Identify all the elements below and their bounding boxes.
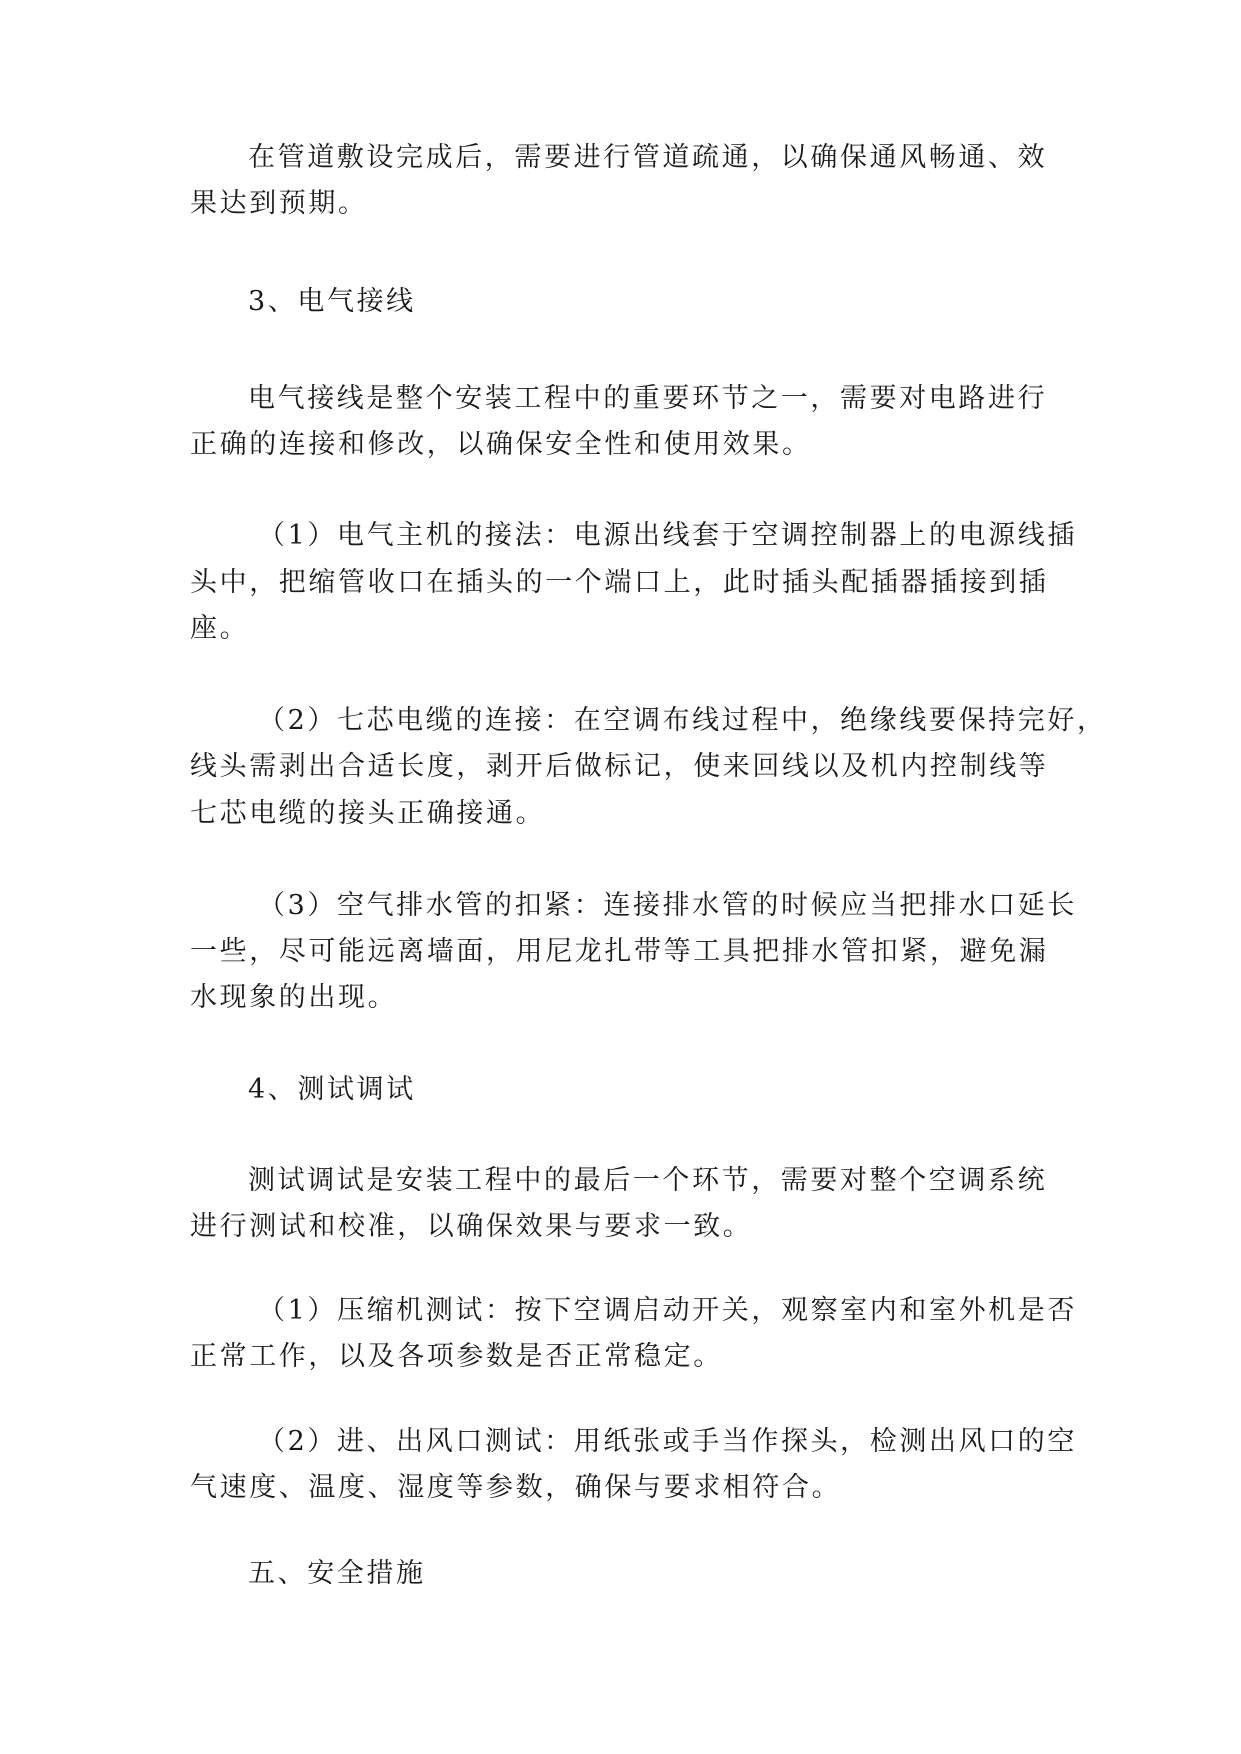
paragraph-line: 水现象的出现。	[190, 982, 398, 1013]
paragraph-line: 气速度、温度、湿度等参数，确保与要求相符合。	[190, 1472, 842, 1503]
paragraph-line: 测试调试是安装工程中的最后一个环节，需要对整个空调系统	[248, 1165, 1048, 1196]
paragraph-line: 座。	[190, 613, 250, 644]
paragraph-line: （1）电气主机的接法：电源出线套于空调控制器上的电源线插	[258, 520, 1077, 551]
paragraph-line: 头中，把缩管收口在插头的一个端口上，此时插头配插器插接到插	[190, 567, 1049, 598]
paragraph-line: 线头需剥出合适长度，剥开后做标记，使来回线以及机内控制线等	[190, 751, 1049, 782]
section-heading: 3、电气接线	[248, 286, 416, 317]
section-heading: 4、测试调试	[248, 1074, 416, 1105]
paragraph-line: 正确的连接和修改，以确保安全性和使用效果。	[190, 429, 812, 460]
paragraph-line: 果达到预期。	[190, 188, 368, 219]
paragraph-line: 七芯电缆的接头正确接通。	[190, 798, 546, 829]
paragraph-line: （2）七芯电缆的连接：在空调布线过程中，绝缘线要保持完好，	[258, 705, 1107, 736]
section-heading: 五、安全措施	[248, 1558, 426, 1589]
paragraph-line: （1）压缩机测试：按下空调启动开关，观察室内和室外机是否	[258, 1295, 1077, 1326]
paragraph-line: 在管道敷设完成后，需要进行管道疏通，以确保通风畅通、效	[248, 142, 1048, 173]
paragraph-line: 进行测试和校准，以确保效果与要求一致。	[190, 1211, 753, 1242]
paragraph-line: （2）进、出风口测试：用纸张或手当作探头，检测出风口的空	[258, 1426, 1077, 1457]
paragraph-line: 电气接线是整个安装工程中的重要环节之一，需要对电路进行	[248, 383, 1048, 414]
paragraph-line: 一些，尽可能远离墙面，用尼龙扎带等工具把排水管扣紧，避免漏	[190, 936, 1049, 967]
paragraph-line: 正常工作，以及各项参数是否正常稳定。	[190, 1341, 723, 1372]
paragraph-line: （3）空气排水管的扣紧：连接排水管的时候应当把排水口延长	[258, 890, 1077, 921]
